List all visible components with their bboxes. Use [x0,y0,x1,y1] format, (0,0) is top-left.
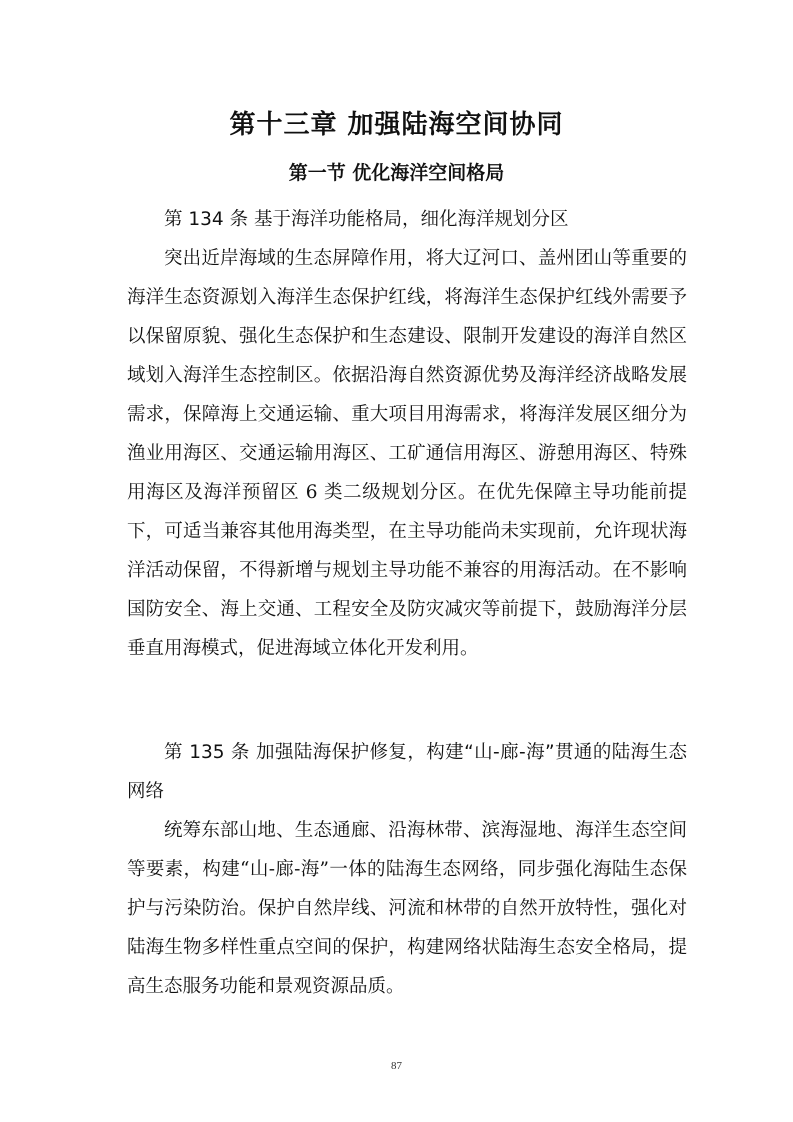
article-134 [127,200,687,668]
article-heading: 第 134 条 基于海洋功能格局，细化海洋规划分区 [164,209,569,230]
section-title: 第一节 优化海洋空间格局 [288,162,505,184]
article-body: 突出近岸海域的生态屏障作用，将大辽河口、盖州团山等重要的海洋生态资源划入海洋生态保护红线，将海洋生态保护红线外需要予以保留原貌、强化生态保护和生态建设、限制开发建设的海洋自然区域划入海洋生态控制区。依据沿海自然资源优势及海洋经济战略发展需求，保障海上交通运输、重大项目用海需求，将海洋发展区细分为渔业用海区、交通运输用海区、工矿通信用海区、游憩用海区、特殊用海区及海洋预留区 6 类二级规划分区。在优先保障主导功能前提下，可适当兼容其他用海类型，在主导功能尚未实现前，允许现状海洋活动保留，不得新增与规划主导功能不兼容的用海活动。在不影响国防安全、海上交通、工程安全及防灾减灾等前提下，鼓励海洋分层垂直用海模式，促进海域立体化开发利用。 [127,248,687,659]
chapter-title: 第十三章 加强陆海空间协同 [229,110,564,140]
article-135 [127,733,687,1006]
page-number: 87 [391,1060,402,1072]
article-body: 统筹东部山地、生态通廊、沿海林带、滨海湿地、海洋生态空间等要素，构建“山-廊-海”一体的陆海生态网络，同步强化海陆生态保护与污染防治。保护自然岸线、河流和林带的自然开放特性，强化对陆海生物多样性重点空间的保护，构建网络状陆海生态安全格局，提高生态服务功能和景观资源品质。 [127,820,687,997]
article-heading: 第 135 条 加强陆海保护修复，构建“山-廊-海”贯通的陆海生态网络 [127,742,687,802]
